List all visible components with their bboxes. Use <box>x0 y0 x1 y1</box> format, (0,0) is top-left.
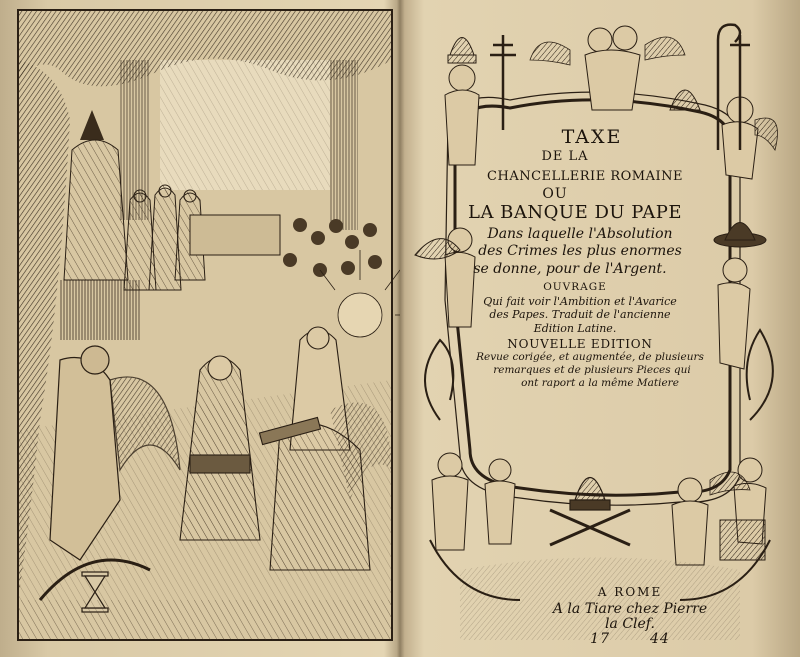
subtitle-line-3: se donne, pour de l'Argent. <box>473 261 667 278</box>
edition-note-line-3: ont raport a la même Matiere <box>521 377 679 390</box>
imprint-year-right: 44 <box>650 630 670 647</box>
imprint-publisher: A la Tiare chez Pierre <box>552 600 708 617</box>
papal-tiara-icon <box>448 38 476 64</box>
money-chest-icon <box>720 520 765 560</box>
subtitle-line-1: Dans laquelle l'Absolution <box>487 225 673 242</box>
edition-note-line-1: Revue corigée, et augmentée, de plusieurs <box>476 351 704 364</box>
mitre-icon <box>670 90 700 110</box>
imprint-place: A ROME <box>597 585 663 599</box>
description-line-3: Edition Latine. <box>533 321 617 335</box>
title-text <box>460 128 710 389</box>
imprint-year <box>540 632 720 647</box>
subtitle-line-2: des Crimes les plus enormes <box>478 243 682 260</box>
edition-label: NOUVELLE EDITION <box>507 336 653 351</box>
title-line-de-la: DE LA <box>541 148 589 164</box>
ouvrage-label: OUVRAGE <box>543 280 607 293</box>
council-table <box>190 215 280 255</box>
imprint <box>540 586 720 647</box>
title-line-banque: LA BANQUE DU PAPE <box>468 201 682 223</box>
column-right <box>330 60 358 230</box>
title-line-taxe: TAXE <box>561 126 623 148</box>
title-line-chancellerie: CHANCELLERIE ROMAINE <box>487 168 683 184</box>
cardinal-hat-icon <box>714 223 766 248</box>
title-line-ou: OU <box>542 186 568 203</box>
description-line-2: des Papes. Traduit de l'ancienne <box>489 308 671 322</box>
pope-figure <box>64 140 128 280</box>
imprint-publisher-2: la Clef. <box>605 616 655 633</box>
description-line-1: Qui fait voir l'Ambition et l'Avarice <box>483 294 677 308</box>
tiara-keys-emblem <box>550 478 630 546</box>
edition-note-line-2: remarques et de plusieurs Pieces qui <box>493 364 691 377</box>
imprint-year-left: 17 <box>590 630 610 647</box>
papal-cross-icon <box>490 35 516 130</box>
